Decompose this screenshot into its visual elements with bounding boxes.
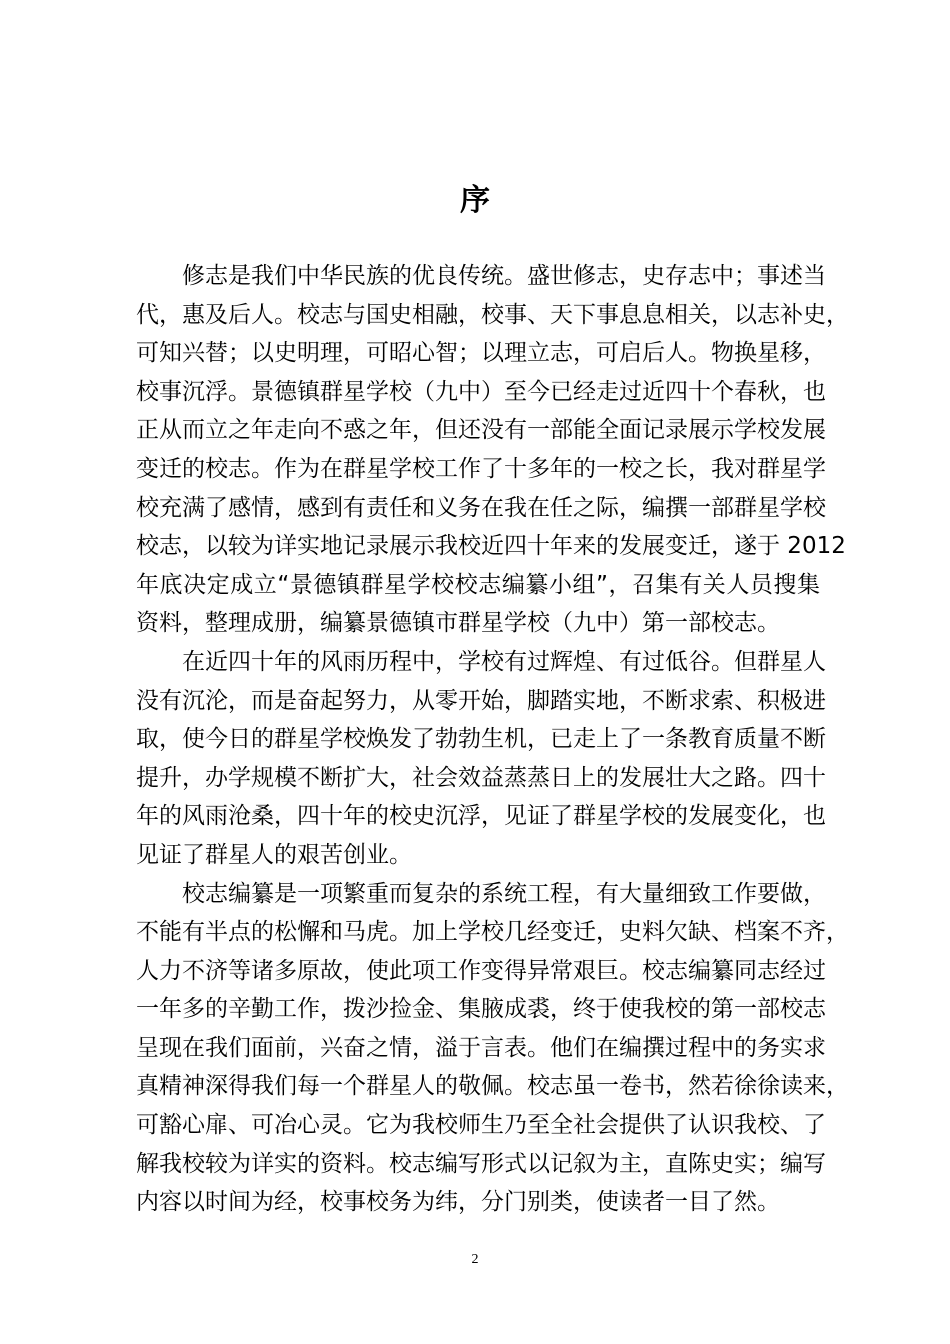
text-line: 解我校较为详实的资料。校志编写形式以记叙为主，直陈史实；编写 — [136, 1150, 826, 1177]
text-line: 年的风雨沧桑，四十年的校史沉浮，见证了群星学校的发展变化，也 — [136, 803, 826, 830]
text-line: 变迁的校志。作为在群星学校工作了十多年的一校之长，我对群星学 — [136, 455, 826, 482]
text-line: 一年多的辛勤工作，拨沙捡金、集腋成裘，终于使我校的第一部校志 — [136, 996, 826, 1023]
text-line: 见证了群星人的艰苦创业。 — [136, 841, 412, 868]
text-line: 资料，整理成册，编纂景德镇市群星学校（九中）第一部校志。 — [136, 610, 780, 637]
text-line: 提升，办学规模不断扩大，社会效益蒸蒸日上的发展壮大之路。四十 — [136, 764, 826, 791]
paragraph — [136, 257, 849, 643]
text-line: 年底决定成立“景德镇群星学校校志编纂小组”，召集有关人员搜集 — [136, 571, 820, 598]
text-line: 没有沉沦，而是奋起努力，从零开始，脚踏实地，不断求索、积极进 — [136, 687, 826, 714]
text-line: 在近四十年的风雨历程中，学校有过辉煌、有过低谷。但群星人 — [182, 648, 826, 675]
page-title: 序 — [460, 183, 490, 218]
text-line: 修志是我们中华民族的优良传统。盛世修志，史存志中；事述当 — [182, 263, 826, 289]
text-line: 校充满了感情，感到有责任和义务在我在任之际，编撰一部群星学校 — [136, 494, 826, 521]
text-line: 人力不济等诸多原故，使此项工作变得异常艰巨。校志编纂同志经过 — [136, 957, 826, 984]
paragraph — [136, 643, 826, 875]
text-line: 呈现在我们面前，兴奋之情，溢于言表。他们在编撰过程中的务实求 — [136, 1034, 826, 1061]
document-body — [136, 257, 849, 1222]
text-line: 真精神深得我们每一个群星人的敬佩。校志虽一卷书，然若徐徐读来， — [136, 1073, 849, 1100]
text-line: 代，惠及后人。校志与国史相融，校事、天下事息息相关，以志补史， — [136, 301, 849, 328]
text-line: 取，使今日的群星学校焕发了勃勃生机，已走上了一条教育质量不断 — [136, 726, 826, 753]
text-line: 不能有半点的松懈和马虎。加上学校几经变迁，史料欠缺、档案不齐， — [136, 919, 849, 946]
text-line: 校志编纂是一项繁重而复杂的系统工程，有大量细致工作要做， — [182, 880, 826, 907]
text-line: 内容以时间为经，校事校务为纬，分门别类，使读者一目了然。 — [136, 1189, 780, 1216]
text-line: 校志，以较为详实地记录展示我校近四十年来的发展变迁，遂于 2012 — [136, 533, 846, 560]
text-line: 可豁心扉、可冶心灵。它为我校师生乃至全社会提供了认识我校、了 — [136, 1112, 826, 1139]
paragraph — [136, 875, 849, 1222]
text-line: 可知兴替；以史明理，可昭心智；以理立志，可启后人。物换星移， — [136, 340, 826, 367]
text-line: 校事沉浮。景德镇群星学校（九中）至今已经走过近四十个春秋，也 — [136, 378, 826, 405]
text-line: 正从而立之年走向不惑之年，但还没有一部能全面记录展示学校发展 — [136, 417, 826, 444]
page-number: 2 — [471, 1252, 479, 1267]
